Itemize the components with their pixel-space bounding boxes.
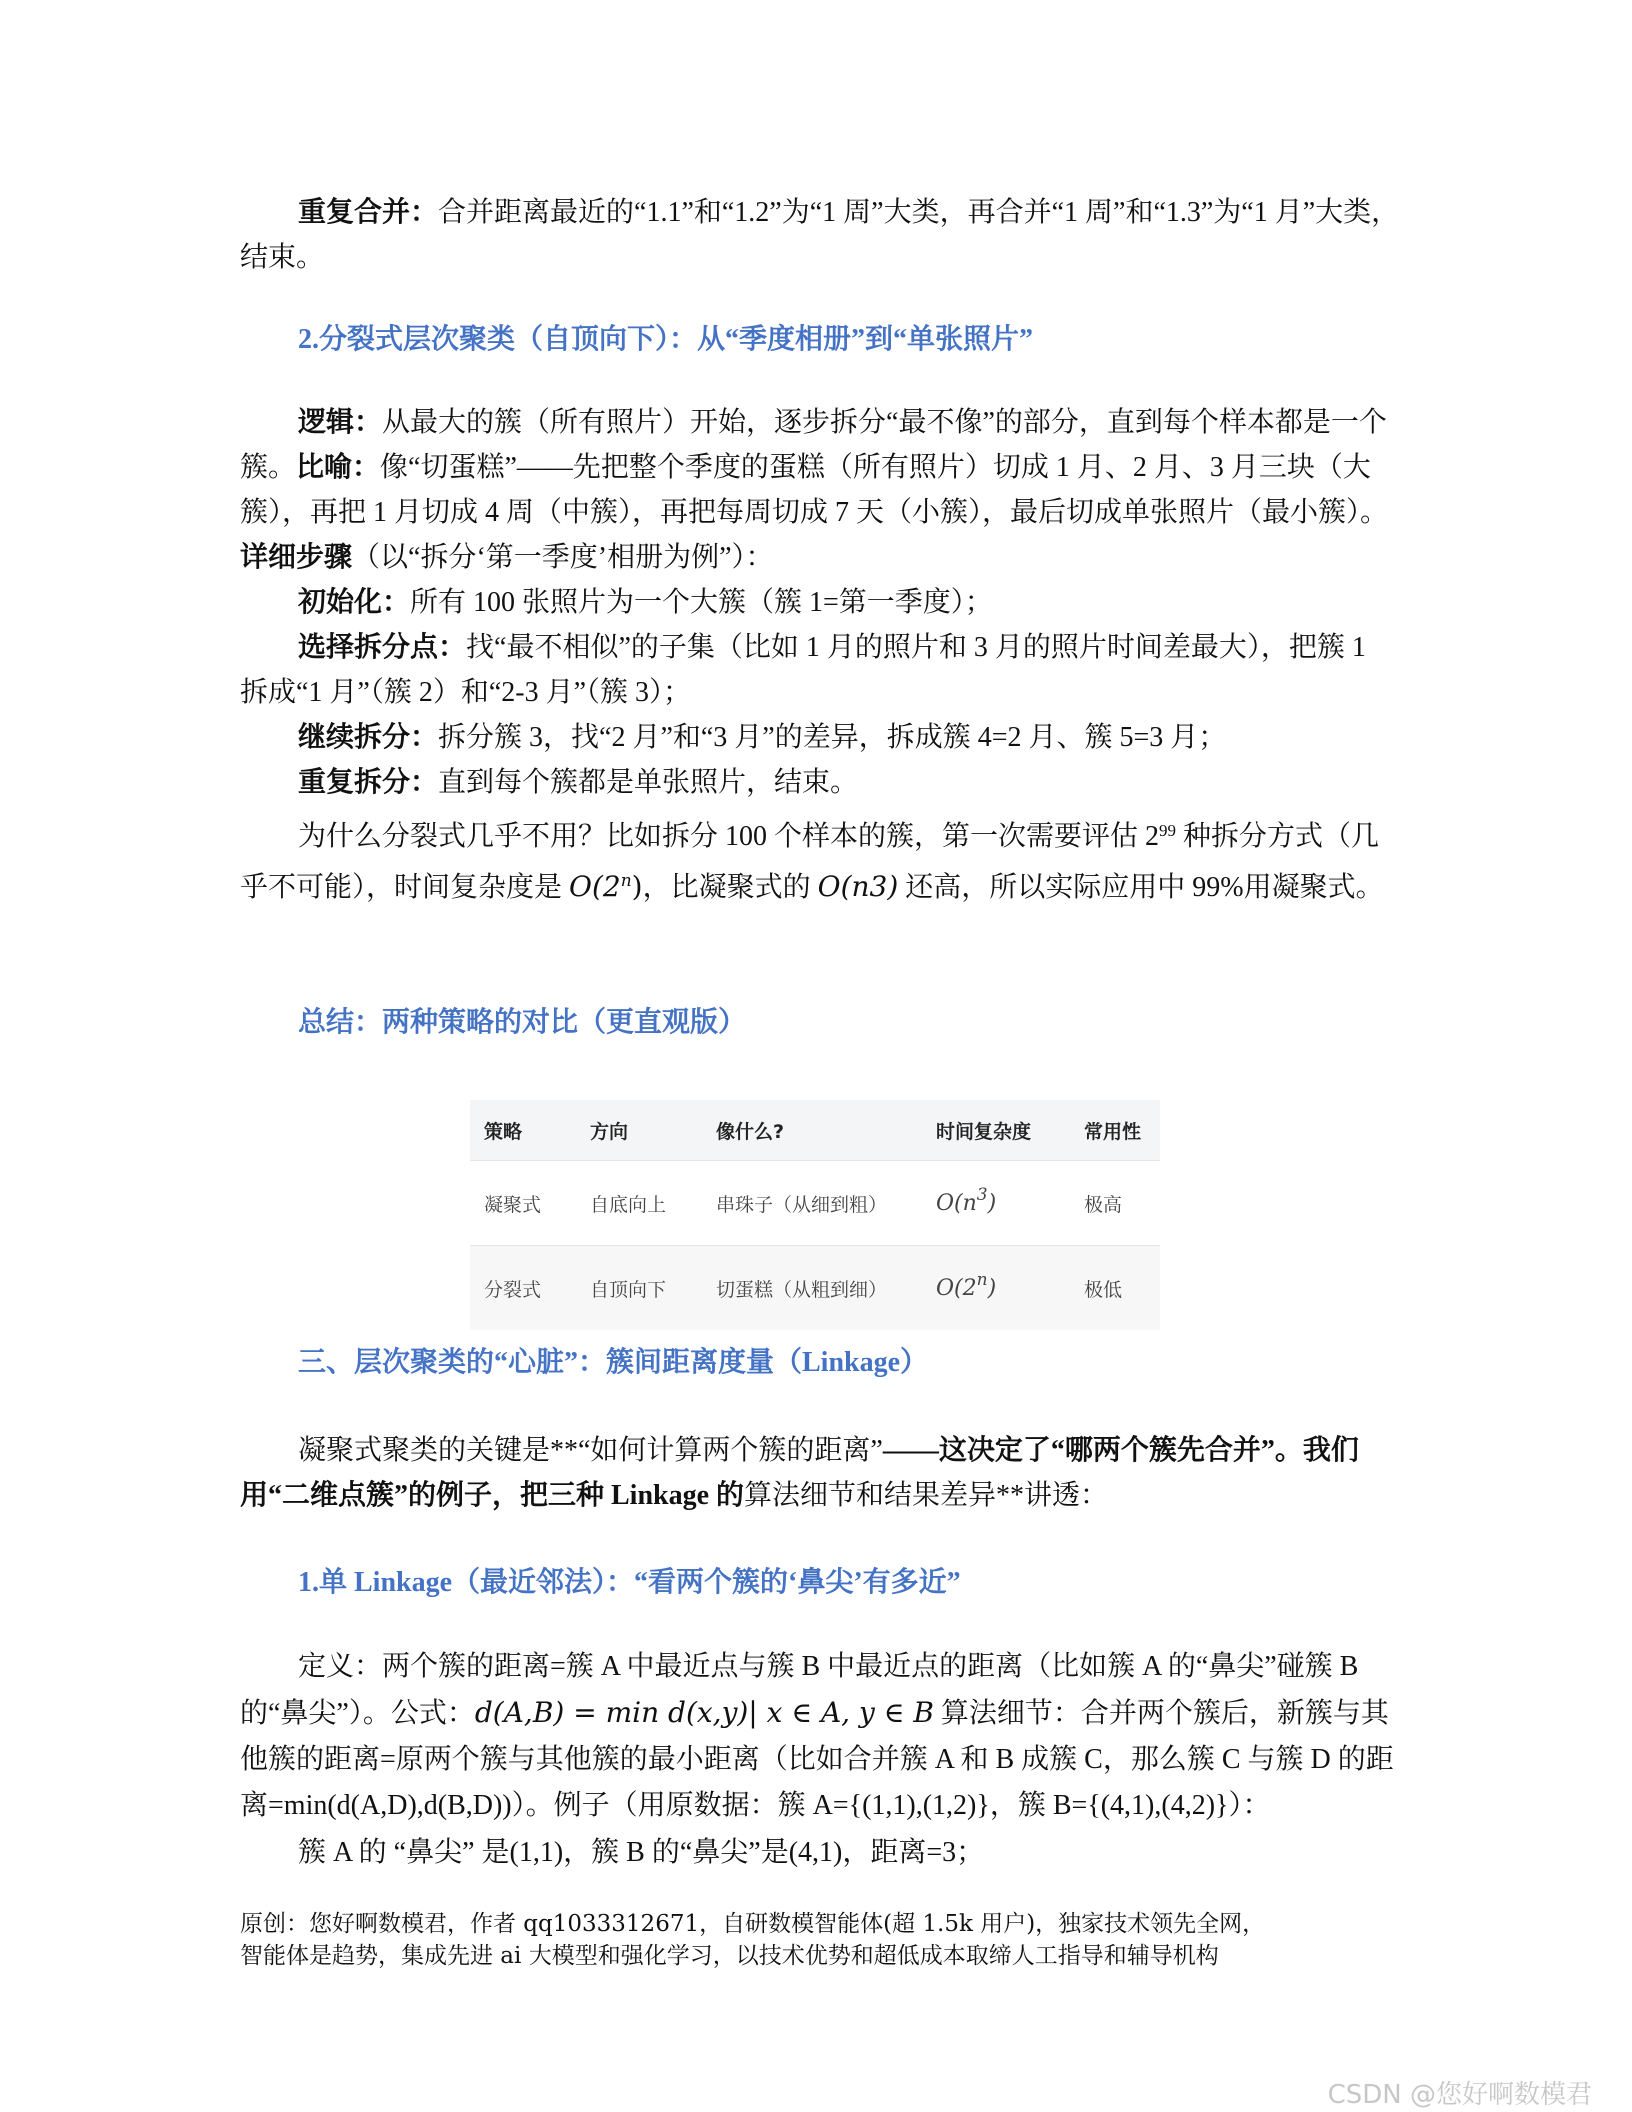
text-metaphor: 像“切蛋糕”——先把整个季度的蛋糕（所有照片）切成 1 月、2 月、3 月三块（大簇），再把 1 月切成 4 周（中簇），再把每周切成 7 天（小簇），最后切成单张照片（最小簇）。 xyxy=(240,452,1389,528)
table-cell: 切蛋糕（从粗到细） xyxy=(702,1246,922,1331)
label-metaphor: 比喻： xyxy=(296,452,381,483)
why-text-2: 种拆分方式（几乎不可能），时间复杂度是 xyxy=(240,821,1380,903)
paragraph-nose xyxy=(240,1830,1400,1875)
key-text-1: 凝聚式聚类的关键是**“如何计算两个簇的距离” xyxy=(298,1435,883,1466)
heading-summary: 总结：两种策略的对比（更直观版） xyxy=(298,1007,747,1038)
why-text-4: 还高，所以实际应用中 99%用凝聚式。 xyxy=(898,872,1384,903)
table-header-row xyxy=(470,1100,1160,1161)
paragraph-repeat-merge xyxy=(240,190,1400,280)
formula-o-n3: O(n3) xyxy=(817,870,899,903)
table-cell: 串珠子（从细到粗） xyxy=(702,1161,922,1246)
text-repeat-split: 直到每个簇都是单张照片，结束。 xyxy=(438,767,859,798)
why-text-3: ，比凝聚式的 xyxy=(642,872,818,903)
table-cell: 分裂式 xyxy=(470,1246,576,1331)
label-logic: 逻辑： xyxy=(298,407,383,438)
cell-formula-sup: n xyxy=(976,1269,988,1290)
why-text-1: 为什么分裂式几乎不用？比如拆分 100 个样本的簇，第一次需要评估 2 xyxy=(298,821,1160,852)
cell-formula-base: O(2 xyxy=(936,1275,977,1301)
paragraph-why-divisive xyxy=(240,812,1400,913)
table-row xyxy=(470,1161,1160,1246)
text-repeat-merge: 合并距离最近的“1.1”和“1.2”为“1 周”大类，再合并“1 周”和“1.3”为“1 月”大类，结束。 xyxy=(240,197,1400,273)
heading-single-linkage: 1.单 Linkage（最近邻法）：“看两个簇的‘鼻尖’有多近” xyxy=(298,1567,961,1598)
paragraph-repeat-split xyxy=(240,760,1400,805)
label-continue: 继续拆分： xyxy=(298,722,439,753)
formula-o-2n-sup: n xyxy=(620,871,632,891)
heading-divisive: 2.分裂式层次聚类（自顶向下）：从“季度相册”到“单张照片” xyxy=(298,324,1034,355)
label-select: 选择拆分点： xyxy=(298,632,467,663)
formula-single-linkage: d(A,B) = min d(x,y)| x ∈ A, y ∈ B xyxy=(474,1696,934,1729)
formula-o-2n-close: ) xyxy=(631,870,643,903)
table-row xyxy=(470,1246,1160,1331)
label-init: 初始化： xyxy=(298,587,411,618)
key-text-2: 算法细节和结果差异**讲透： xyxy=(744,1480,1109,1511)
formula-o-2n xyxy=(569,870,643,903)
paragraph-definition xyxy=(240,1644,1400,1829)
table-cell: 极低 xyxy=(1070,1246,1160,1331)
def-text-1: 定义：两个簇的距离=簇 A 中最近点与簇 B 中最近点的距离（比如簇 A 的“鼻尖”碰簇 B 的“鼻尖”）。公式： xyxy=(240,1651,1359,1729)
text-select: 找“最不相似”的子集（比如 1 月的照片和 3 月的照片时间差最大），把簇 1 拆成“1 月”（簇 2）和“2-3 月”（簇 3）； xyxy=(240,632,1366,708)
cell-formula-close: ) xyxy=(987,1275,997,1301)
text-steps: （以“拆分‘第一季度’相册为例”）： xyxy=(352,542,774,573)
footer-line-2: 智能体是趋势，集成先进 ai 大模型和强化学习，以技术优势和超低成本取缔人工指导和辅导机构 xyxy=(240,1943,1219,1969)
table-cell: 极高 xyxy=(1070,1161,1160,1246)
cell-formula-sup: 3 xyxy=(976,1184,988,1205)
csdn-watermark: CSDN @您好啊数模君 xyxy=(1327,2080,1592,2110)
table-header: 策略 xyxy=(470,1100,576,1161)
paragraph-continue xyxy=(240,715,1400,760)
table-header: 时间复杂度 xyxy=(922,1100,1070,1161)
table-cell: 凝聚式 xyxy=(470,1161,576,1246)
cell-formula-close: ) xyxy=(987,1190,997,1216)
comparison-table xyxy=(470,1100,1160,1330)
key-text-bold: ——这决定了“哪两个簇先合并”。我们用“二维点簇”的例子，把三种 Linkage 的 xyxy=(240,1435,1359,1511)
text-continue: 拆分簇 3，找“2 月”和“3 月”的差异，拆成簇 4=2 月、簇 5=3 月； xyxy=(438,722,1227,753)
heading-section-3: 三、层次聚类的“心脏”：簇间距离度量（Linkage） xyxy=(298,1347,929,1378)
text-init: 所有 100 张照片为一个大簇（簇 1=第一季度）； xyxy=(410,587,993,618)
paragraph-key xyxy=(240,1428,1400,1518)
paragraph-init xyxy=(240,580,1400,625)
table-header: 常用性 xyxy=(1070,1100,1160,1161)
paragraph-logic xyxy=(240,400,1400,580)
table-cell-formula xyxy=(922,1246,1070,1331)
formula-o-2n-base: O(2 xyxy=(569,870,621,903)
label-repeat-merge: 重复合并： xyxy=(298,197,439,228)
label-repeat-split: 重复拆分： xyxy=(298,767,439,798)
nose-text: 簇 A 的 “鼻尖” 是(1,1)，簇 B 的“鼻尖”是(4,1)，距离=3； xyxy=(298,1837,985,1868)
table-header: 像什么? xyxy=(702,1100,922,1161)
footer-line-1: 原创：您好啊数模君，作者 qq1033312671，自研数模智能体(超 1.5k 用户)，独家技术领先全网， xyxy=(240,1911,1266,1937)
table-cell-formula xyxy=(922,1161,1070,1246)
label-steps: 详细步骤 xyxy=(240,542,353,573)
text-logic: 从最大的簇（所有照片）开始，逐步拆分“最不像”的部分，直到每个样本都是一个簇。 xyxy=(240,407,1387,483)
table-cell: 自顶向下 xyxy=(576,1246,702,1331)
cell-formula-base: O(n xyxy=(936,1190,977,1216)
table-header: 方向 xyxy=(576,1100,702,1161)
paragraph-select xyxy=(240,625,1400,715)
def-text-2: 算法细节：合并两个簇后，新簇与其他簇的距离=原两个簇与其他簇的最小距离（比如合并簇 A 和 B 成簇 C，那么簇 C 与簇 D 的距离=min(d(A,D),d(B,D))）。例子（用原数据：簇 A={(1,1),(1,2)}，簇 B={(4,1),(4,2)}）： xyxy=(240,1698,1394,1821)
table-cell: 自底向上 xyxy=(576,1161,702,1246)
why-sup: 99 xyxy=(1159,821,1177,840)
